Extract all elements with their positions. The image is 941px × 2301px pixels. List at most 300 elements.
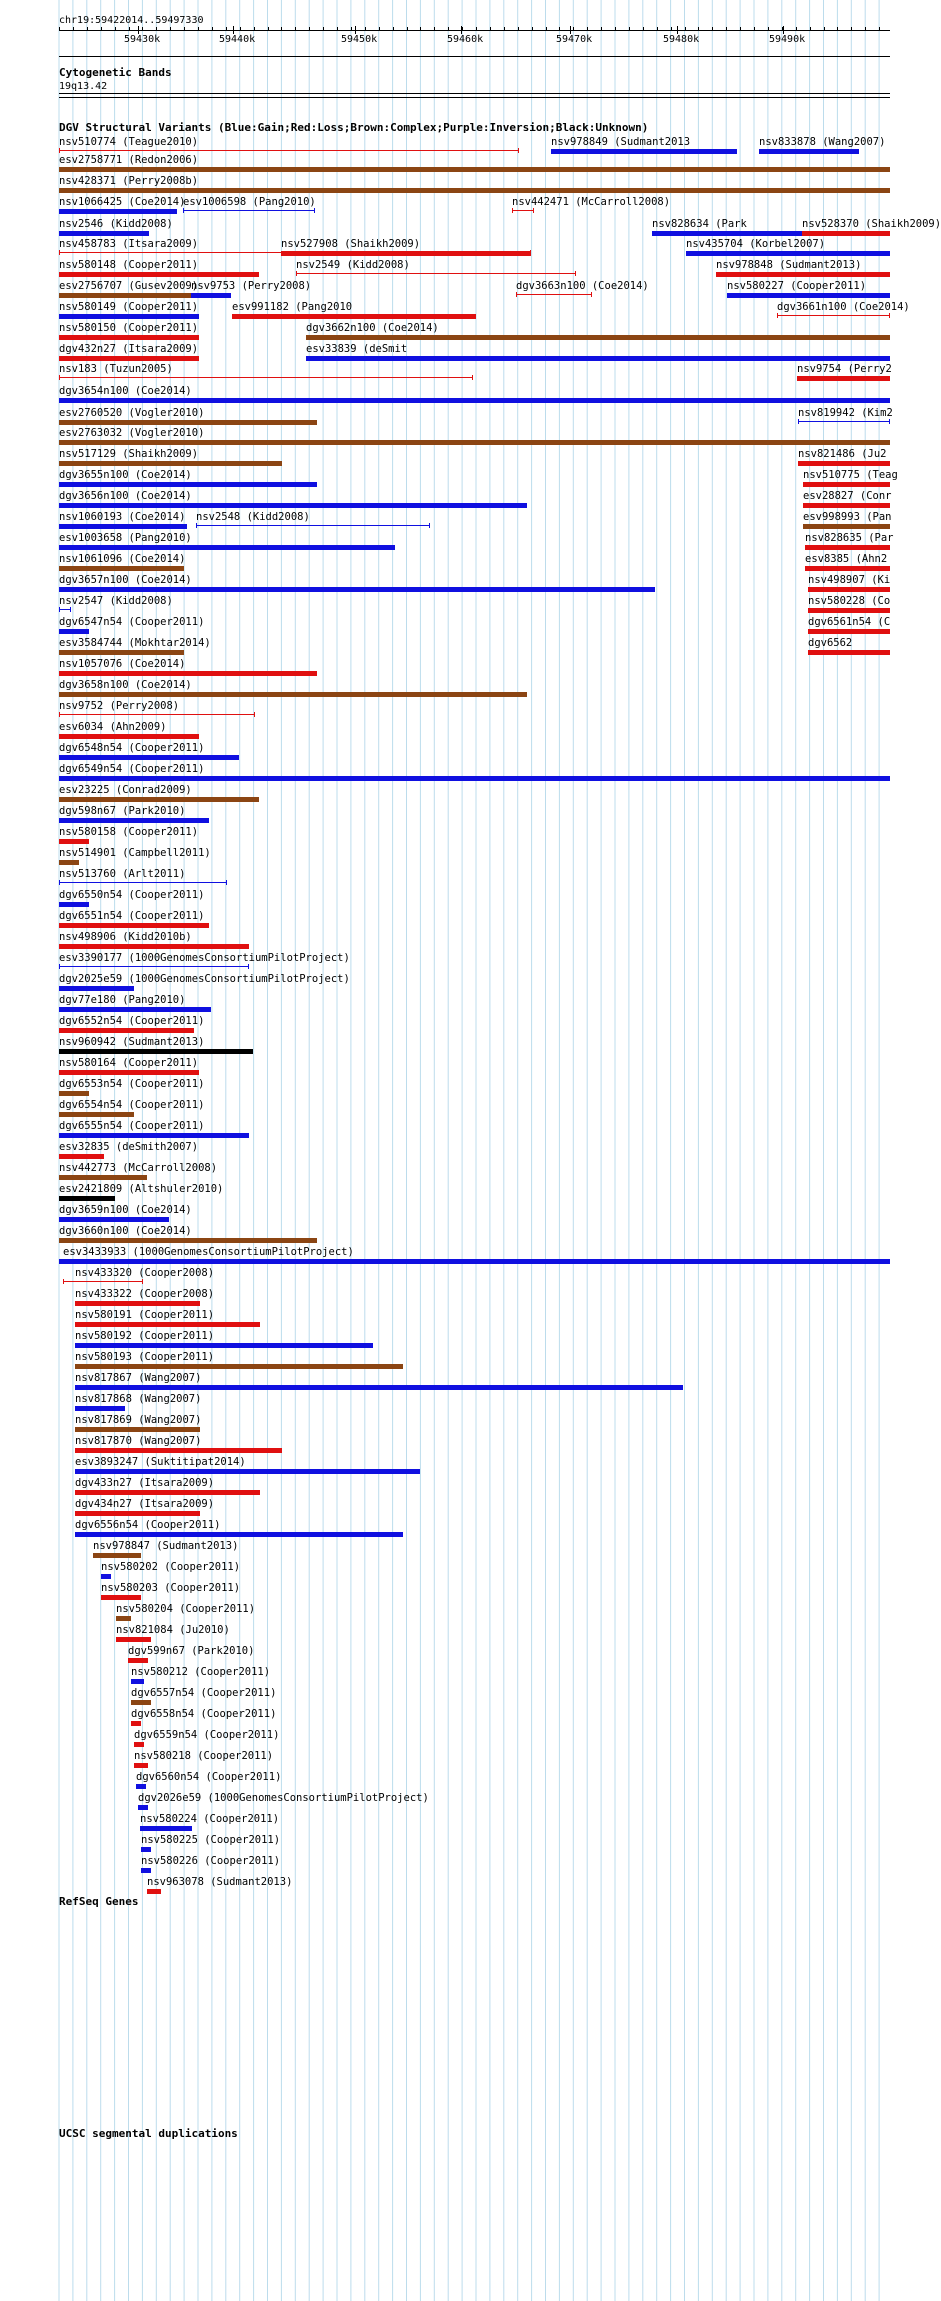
dgv-variant-label[interactable]: dgv3663n100 (Coe2014) [516, 280, 649, 292]
dgv-variant-bar[interactable] [138, 1805, 148, 1810]
dgv-variant-bar[interactable] [59, 420, 317, 425]
dgv-variant-bar[interactable] [59, 797, 259, 802]
dgv-variant-bar-end [59, 964, 60, 969]
dgv-variant-bar-end [59, 375, 60, 380]
dgv-variant-bar[interactable] [59, 1238, 317, 1243]
dgv-variant-label[interactable]: dgv6550n54 (Cooper2011) [59, 889, 205, 901]
ruler-minor-tick [323, 27, 324, 31]
dgv-variant-label[interactable]: esv23225 (Conrad2009) [59, 784, 192, 796]
dgv-variant-bar[interactable] [803, 482, 890, 487]
dgv-variant-label[interactable]: esv991182 (Pang2010 [232, 301, 353, 313]
ruler-tick [355, 26, 356, 34]
segdup-track-title: UCSC segmental duplications [59, 2127, 238, 2140]
ruler-minor-tick [601, 27, 602, 31]
dgv-variant-bar[interactable] [59, 944, 249, 949]
dgv-variant-label[interactable]: nsv527908 (Shaikh2009) [281, 238, 421, 250]
dgv-variant-bar[interactable] [59, 1217, 169, 1222]
dgv-variant-bar[interactable] [798, 461, 890, 466]
dgv-variant-label[interactable]: dgv3662n100 (Coe2014) [306, 322, 439, 334]
dgv-variant-bar[interactable] [59, 671, 317, 676]
dgv-variant-bar[interactable] [59, 398, 890, 403]
dgv-variant-label[interactable]: dgv3657n100 (Coe2014) [59, 574, 192, 586]
dgv-variant-bar-end [226, 880, 227, 885]
dgv-variant-bar[interactable] [59, 188, 890, 193]
dgv-variant-bar[interactable] [59, 587, 655, 592]
dgv-variant-label[interactable]: dgv6558n54 (Cooper2011) [131, 1708, 277, 1720]
dgv-variant-label[interactable]: nsv1061096 (Coe2014) [59, 553, 186, 565]
dgv-variant-bar-end [59, 880, 60, 885]
dgv-variant-bar[interactable] [59, 923, 209, 928]
dgv-variant-label[interactable]: nsv978849 (Sudmant2013 [551, 136, 691, 148]
dgv-variant-label[interactable]: nsv580226 (Cooper2011) [141, 1855, 281, 1867]
dgv-variant-bar-end [591, 292, 592, 297]
dgv-variant-label[interactable]: esv998993 (Pan [803, 511, 892, 523]
dgv-variant-label[interactable]: nsv517129 (Shaikh2009) [59, 448, 199, 460]
dgv-variant-label[interactable]: nsv580224 (Cooper2011) [140, 1813, 280, 1825]
dgv-variant-bar[interactable] [93, 1553, 141, 1558]
dgv-variant-label[interactable]: dgv6552n54 (Cooper2011) [59, 1015, 205, 1027]
dgv-variant-bar[interactable] [232, 314, 476, 319]
dgv-variant-label[interactable]: dgv434n27 (Itsara2009) [75, 1498, 215, 1510]
dgv-variant-label[interactable]: nsv442471 (McCarroll2008) [512, 196, 671, 208]
dgv-variant-bar-end [429, 523, 430, 528]
dgv-variant-label[interactable]: nsv2547 (Kidd2008) [59, 595, 173, 607]
dgv-variant-bar[interactable] [59, 692, 527, 697]
dgv-variant-bar[interactable] [134, 1742, 144, 1747]
dgv-variant-label[interactable]: dgv3659n100 (Coe2014) [59, 1204, 192, 1216]
dgv-variant-bar[interactable] [141, 1868, 151, 1873]
dgv-variant-label[interactable]: dgv433n27 (Itsara2009) [75, 1477, 215, 1489]
dgv-variant-bar[interactable] [75, 1385, 683, 1390]
ruler-minor-tick [268, 27, 269, 31]
dgv-variant-label[interactable]: nsv960942 (Sudmant2013) [59, 1036, 205, 1048]
dgv-variant-label[interactable]: nsv580218 (Cooper2011) [134, 1750, 274, 1762]
dgv-variant-label[interactable]: nsv183 (Tuzun2005) [59, 363, 173, 375]
dgv-variant-label[interactable]: nsv435704 (Korbel2007) [686, 238, 826, 250]
dgv-variant-label[interactable]: dgv6555n54 (Cooper2011) [59, 1120, 205, 1132]
dgv-variant-bar[interactable] [59, 1007, 211, 1012]
dgv-variant-label[interactable]: nsv2549 (Kidd2008) [296, 259, 410, 271]
dgv-variant-bar[interactable] [116, 1616, 131, 1621]
dgv-variant-label[interactable]: esv28827 (Conr [803, 490, 892, 502]
dgv-variant-bar[interactable] [59, 1154, 104, 1159]
dgv-variant-label[interactable]: dgv6562 [808, 637, 853, 649]
dgv-variant-bar[interactable] [59, 902, 89, 907]
dgv-variant-bar[interactable] [59, 314, 199, 319]
ruler-minor-tick [115, 27, 116, 31]
dgv-variant-label[interactable]: dgv77e180 (Pang2010) [59, 994, 186, 1006]
ruler-tick [677, 26, 678, 34]
dgv-variant-label[interactable]: nsv498907 (Ki [808, 574, 891, 586]
dgv-variant-label[interactable]: dgv6559n54 (Cooper2011) [134, 1729, 280, 1741]
dgv-variant-bar[interactable] [101, 1595, 141, 1600]
dgv-track-title: DGV Structural Variants (Blue:Gain;Red:Loss;Brown:Complex;Purple:Inversion;Black:Unknown) [59, 121, 649, 134]
dgv-variant-label[interactable]: esv2760520 (Vogler2010) [59, 407, 205, 419]
dgv-variant-bar[interactable] [805, 566, 890, 571]
dgv-variant-bar[interactable] [59, 231, 149, 236]
dgv-variant-label[interactable]: esv2758771 (Redon2006) [59, 154, 199, 166]
dgv-variant-bar[interactable] [59, 293, 194, 298]
ruler-minor-tick [281, 27, 282, 31]
dgv-variant-label[interactable]: dgv6548n54 (Cooper2011) [59, 742, 205, 754]
dgv-variant-bar[interactable] [802, 231, 890, 236]
dgv-variant-bar[interactable] [59, 860, 79, 865]
ruler-minor-tick [351, 27, 352, 31]
dgv-variant-bar[interactable] [281, 251, 531, 256]
dgv-variant-bar[interactable] [131, 1721, 141, 1726]
dgv-variant-bar[interactable] [59, 734, 199, 739]
dgv-variant-label[interactable]: nsv580148 (Cooper2011) [59, 259, 199, 271]
dgv-variant-bar[interactable] [59, 882, 227, 883]
ruler-tick-label: 59470k [556, 34, 593, 45]
dgv-variant-bar[interactable] [128, 1658, 148, 1663]
dgv-variant-label[interactable]: nsv2546 (Kidd2008) [59, 218, 173, 230]
dgv-variant-label[interactable]: esv8385 (Ahn2 [805, 553, 888, 565]
dgv-variant-label[interactable]: nsv833878 (Wang2007) [759, 136, 886, 148]
dgv-variant-bar[interactable] [75, 1427, 200, 1432]
dgv-variant-bar-end [183, 208, 184, 213]
dgv-variant-bar[interactable] [75, 1301, 200, 1306]
dgv-variant-bar[interactable] [759, 149, 859, 154]
ruler-minor-tick [671, 27, 672, 31]
dgv-variant-label[interactable]: nsv580158 (Cooper2011) [59, 826, 199, 838]
dgv-variant-bar[interactable] [134, 1763, 148, 1768]
ruler-minor-tick [254, 27, 255, 31]
dgv-variant-bar[interactable] [59, 1196, 115, 1201]
dgv-variant-label[interactable]: esv32835 (deSmith2007) [59, 1141, 199, 1153]
dgv-variant-label[interactable]: nsv821084 (Ju2010) [116, 1624, 230, 1636]
dgv-variant-label[interactable]: nsv580203 (Cooper2011) [101, 1582, 241, 1594]
dgv-variant-label[interactable]: nsv580149 (Cooper2011) [59, 301, 199, 313]
dgv-variant-label[interactable]: nsv510774 (Teague2010) [59, 136, 199, 148]
dgv-variant-bar[interactable] [59, 1028, 194, 1033]
dgv-variant-bar[interactable] [516, 294, 592, 295]
dgv-variant-bar[interactable] [75, 1343, 373, 1348]
dgv-variant-bar[interactable] [59, 818, 209, 823]
dgv-variant-bar[interactable] [59, 461, 282, 466]
dgv-variant-bar[interactable] [59, 1175, 147, 1180]
dgv-variant-label[interactable]: nsv580193 (Cooper2011) [75, 1351, 215, 1363]
dgv-variant-bar[interactable] [808, 629, 890, 634]
dgv-variant-bar[interactable] [75, 1364, 403, 1369]
dgv-variant-bar[interactable] [59, 167, 890, 172]
dgv-variant-bar[interactable] [551, 149, 737, 154]
dgv-variant-label[interactable]: nsv580225 (Cooper2011) [141, 1834, 281, 1846]
dgv-variant-label[interactable]: nsv458783 (Itsara2009) [59, 238, 199, 250]
dgv-variant-bar[interactable] [59, 1070, 199, 1075]
cytoband-separator [59, 93, 890, 94]
dgv-variant-bar[interactable] [183, 210, 315, 211]
dgv-variant-label[interactable]: dgv3658n100 (Coe2014) [59, 679, 192, 691]
ruler-tick [138, 26, 139, 34]
ruler-minor-tick [698, 27, 699, 31]
dgv-variant-label[interactable]: dgv6549n54 (Cooper2011) [59, 763, 205, 775]
ruler-minor-tick [73, 27, 74, 31]
dgv-variant-label[interactable]: dgv432n27 (Itsara2009) [59, 343, 199, 355]
dgv-variant-label[interactable]: esv2421809 (Altshuler2010) [59, 1183, 224, 1195]
dgv-variant-label[interactable]: nsv580164 (Cooper2011) [59, 1057, 199, 1069]
dgv-variant-label[interactable]: dgv3656n100 (Coe2014) [59, 490, 192, 502]
ruler-minor-tick [518, 27, 519, 31]
dgv-variant-bar[interactable] [191, 293, 231, 298]
dgv-variant-label[interactable]: esv2756707 (Gusev2009) [59, 280, 199, 292]
dgv-variant-label[interactable]: nsv510775 (Teag [803, 469, 898, 481]
dgv-variant-bar[interactable] [140, 1826, 192, 1831]
dgv-variant-label[interactable]: dgv2025e59 (1000GenomesConsortiumPilotProject) [59, 973, 350, 985]
dgv-variant-bar[interactable] [59, 524, 187, 529]
ruler-tick [783, 26, 784, 34]
dgv-variant-label[interactable]: dgv598n67 (Park2010) [59, 805, 186, 817]
dgv-variant-bar[interactable] [59, 966, 249, 967]
dgv-variant-bar-end [59, 250, 60, 255]
dgv-variant-bar[interactable] [131, 1679, 144, 1684]
dgv-variant-bar[interactable] [306, 356, 890, 361]
dgv-variant-bar[interactable] [803, 503, 890, 508]
dgv-variant-bar[interactable] [727, 293, 890, 298]
cytoband-label: 19q13.42 [59, 81, 108, 92]
dgv-variant-label[interactable]: dgv6553n54 (Cooper2011) [59, 1078, 205, 1090]
dgv-variant-label[interactable]: esv33839 (deSmit [306, 343, 408, 355]
dgv-variant-label[interactable]: nsv978848 (Sudmant2013) [716, 259, 862, 271]
dgv-variant-bar[interactable] [63, 1281, 143, 1282]
dgv-variant-label[interactable]: esv2763032 (Vogler2010) [59, 427, 205, 439]
dgv-variant-bar[interactable] [59, 839, 89, 844]
dgv-variant-label[interactable]: dgv3654n100 (Coe2014) [59, 385, 192, 397]
dgv-variant-label[interactable]: nsv580150 (Cooper2011) [59, 322, 199, 334]
dgv-variant-label[interactable]: nsv513760 (Arlt2011) [59, 868, 186, 880]
dgv-variant-label[interactable]: nsv580227 (Cooper2011) [727, 280, 867, 292]
ruler-tick [570, 26, 571, 34]
dgv-variant-label[interactable]: dgv2026e59 (1000GenomesConsortiumPilotProject) [138, 1792, 429, 1804]
dgv-variant-bar[interactable] [59, 377, 473, 378]
dgv-variant-label[interactable]: dgv6551n54 (Cooper2011) [59, 910, 205, 922]
dgv-variant-label[interactable]: nsv2548 (Kidd2008) [196, 511, 310, 523]
dgv-variant-bar[interactable] [141, 1847, 151, 1852]
ruler-tick-label: 59450k [341, 34, 378, 45]
dgv-variant-label[interactable]: dgv3661n100 (Coe2014) [777, 301, 910, 313]
dgv-variant-bar[interactable] [75, 1532, 403, 1537]
dgv-variant-bar-end [70, 607, 71, 612]
dgv-variant-label[interactable]: nsv433322 (Cooper2008) [75, 1288, 215, 1300]
dgv-variant-bar[interactable] [803, 524, 890, 529]
dgv-variant-label[interactable]: dgv6560n54 (Cooper2011) [136, 1771, 282, 1783]
dgv-variant-bar[interactable] [59, 1133, 249, 1138]
dgv-variant-label[interactable]: nsv1057076 (Coe2014) [59, 658, 186, 670]
dgv-variant-bar[interactable] [75, 1469, 420, 1474]
ruler-minor-tick [101, 27, 102, 31]
cytoband-separator-2 [59, 97, 890, 98]
dgv-variant-bar-end [254, 712, 255, 717]
dgv-variant-bar[interactable] [59, 776, 890, 781]
dgv-variant-label[interactable]: nsv1060193 (Coe2014) [59, 511, 186, 523]
ruler-minor-tick [587, 27, 588, 31]
dgv-variant-bar[interactable] [59, 150, 519, 151]
dgv-variant-label[interactable]: nsv528370 (Shaikh2009) [802, 218, 941, 230]
dgv-variant-bar[interactable] [131, 1700, 151, 1705]
dgv-variant-bar[interactable] [147, 1889, 161, 1894]
ruler-minor-tick [448, 27, 449, 31]
ruler-minor-tick [393, 27, 394, 31]
ruler-minor-tick [643, 27, 644, 31]
dgv-variant-label[interactable]: dgv599n67 (Park2010) [128, 1645, 255, 1657]
ruler-minor-tick [851, 27, 852, 31]
dgv-variant-bar[interactable] [59, 209, 177, 214]
ruler-minor-tick [782, 27, 783, 31]
dgv-variant-bar-end [889, 313, 890, 318]
dgv-variant-bar-end [516, 292, 517, 297]
dgv-variant-bar[interactable] [196, 525, 430, 526]
dgv-variant-label[interactable]: nsv580192 (Cooper2011) [75, 1330, 215, 1342]
dgv-variant-bar[interactable] [116, 1637, 151, 1642]
dgv-variant-bar[interactable] [808, 608, 890, 613]
dgv-variant-label[interactable]: nsv821486 (Ju2 [798, 448, 887, 460]
dgv-variant-label[interactable]: esv3893247 (Suktitipat2014) [75, 1456, 246, 1468]
dgv-variant-label[interactable]: nsv580228 (Co [808, 595, 891, 607]
dgv-variant-label[interactable]: dgv6556n54 (Cooper2011) [75, 1519, 221, 1531]
dgv-variant-label[interactable]: nsv963078 (Sudmant2013) [147, 1876, 293, 1888]
dgv-variant-bar[interactable] [805, 545, 890, 550]
dgv-variant-bar[interactable] [75, 1511, 200, 1516]
dgv-variant-bar[interactable] [59, 503, 527, 508]
dgv-variant-bar-end [889, 419, 890, 424]
dgv-variant-label[interactable]: esv3390177 (1000GenomesConsortiumPilotProject) [59, 952, 350, 964]
dgv-variant-label[interactable]: dgv6554n54 (Cooper2011) [59, 1099, 205, 1111]
dgv-variant-label[interactable]: esv3433933 (1000GenomesConsortiumPilotProject) [63, 1246, 354, 1258]
dgv-variant-label[interactable]: esv1003658 (Pang2010) [59, 532, 192, 544]
dgv-variant-label[interactable]: dgv6547n54 (Cooper2011) [59, 616, 205, 628]
dgv-variant-bar[interactable] [797, 376, 890, 381]
dgv-variant-label[interactable]: nsv433320 (Cooper2008) [75, 1267, 215, 1279]
ruler-minor-tick [87, 27, 88, 31]
dgv-variant-bar[interactable] [101, 1574, 111, 1579]
dgv-variant-bar[interactable] [75, 1490, 260, 1495]
ruler-minor-tick [420, 27, 421, 31]
dgv-variant-bar[interactable] [59, 545, 395, 550]
ruler-minor-tick [129, 27, 130, 31]
dgv-variant-bar[interactable] [59, 1259, 890, 1264]
dgv-variant-bar[interactable] [75, 1322, 260, 1327]
ruler-minor-tick [476, 27, 477, 31]
ruler-minor-tick [796, 27, 797, 31]
dgv-variant-bar[interactable] [136, 1784, 146, 1789]
refseq-track-title: RefSeq Genes [59, 1895, 139, 1908]
dgv-variant-label[interactable]: nsv514901 (Campbell2011) [59, 847, 211, 859]
dgv-variant-label[interactable]: dgv6557n54 (Cooper2011) [131, 1687, 277, 1699]
ruler-minor-tick [198, 27, 199, 31]
dgv-variant-bar[interactable] [777, 315, 890, 316]
dgv-variant-bar[interactable] [59, 1091, 89, 1096]
ruler-tick [233, 26, 234, 34]
dgv-variant-label[interactable]: nsv498906 (Kidd2010b) [59, 931, 192, 943]
ruler-minor-tick [407, 27, 408, 31]
dgv-variant-label[interactable]: esv3584744 (Mokhtar2014) [59, 637, 211, 649]
ruler-minor-tick [726, 27, 727, 31]
dgv-variant-label[interactable]: esv1006598 (Pang2010) [183, 196, 316, 208]
ruler-tick-label: 59430k [124, 34, 161, 45]
dgv-variant-bar[interactable] [59, 482, 317, 487]
dgv-variant-bar[interactable] [59, 714, 255, 715]
dgv-variant-label[interactable]: nsv828634 (Park [652, 218, 747, 230]
dgv-variant-bar[interactable] [59, 629, 89, 634]
dgv-variant-label[interactable]: dgv3660n100 (Coe2014) [59, 1225, 192, 1237]
ruler-minor-tick [532, 27, 533, 31]
dgv-variant-label[interactable]: nsv428371 (Perry2008b) [59, 175, 199, 187]
dgv-variant-bar-end [142, 1279, 143, 1284]
ruler-minor-tick [810, 27, 811, 31]
ruler-minor-tick [365, 27, 366, 31]
dgv-variant-label[interactable]: nsv817868 (Wang2007) [75, 1393, 202, 1405]
dgv-variant-label[interactable]: nsv442773 (McCarroll2008) [59, 1162, 218, 1174]
dgv-variant-label[interactable]: nsv9753 (Perry2008) [191, 280, 312, 292]
ruler-minor-tick [879, 27, 880, 31]
dgv-variant-bar-end [777, 313, 778, 318]
dgv-variant-bar[interactable] [808, 587, 890, 592]
dgv-variant-label[interactable]: nsv9752 (Perry2008) [59, 700, 180, 712]
dgv-variant-bar[interactable] [75, 1406, 125, 1411]
ruler-tick-label: 59440k [219, 34, 256, 45]
dgv-variant-bar[interactable] [716, 272, 890, 277]
ruler-minor-tick [295, 27, 296, 31]
dgv-variant-bar[interactable] [59, 272, 259, 277]
ruler-minor-tick [240, 27, 241, 31]
dgv-variant-label[interactable]: nsv817867 (Wang2007) [75, 1372, 202, 1384]
dgv-variant-label[interactable]: nsv978847 (Sudmant2013) [93, 1540, 239, 1552]
dgv-variant-bar[interactable] [306, 335, 890, 340]
ruler-minor-tick [740, 27, 741, 31]
dgv-variant-bar[interactable] [686, 251, 890, 256]
dgv-variant-label[interactable]: nsv817870 (Wang2007) [75, 1435, 202, 1447]
ruler-minor-tick [546, 27, 547, 31]
dgv-variant-label[interactable]: nsv1066425 (Coe2014) [59, 196, 186, 208]
dgv-variant-bar[interactable] [59, 986, 134, 991]
dgv-variant-bar[interactable] [59, 335, 199, 340]
ruler-minor-tick [768, 27, 769, 31]
dgv-variant-label[interactable]: nsv9754 (Perry2 [797, 363, 892, 375]
dgv-variant-label[interactable]: nsv819942 (Kim2 [798, 407, 893, 419]
dgv-variant-bar[interactable] [59, 566, 184, 571]
ruler-minor-tick [657, 27, 658, 31]
dgv-variant-bar-end [314, 208, 315, 213]
dgv-variant-bar[interactable] [59, 440, 890, 445]
dgv-variant-bar[interactable] [512, 210, 534, 211]
dgv-variant-bar[interactable] [798, 421, 890, 422]
ruler-tick-label: 59490k [769, 34, 806, 45]
dgv-variant-bar[interactable] [59, 650, 184, 655]
dgv-variant-label[interactable]: dgv6561n54 (C [808, 616, 891, 628]
dgv-variant-label[interactable]: nsv580202 (Cooper2011) [101, 1561, 241, 1573]
dgv-variant-bar[interactable] [59, 1112, 134, 1117]
dgv-variant-label[interactable]: dgv3655n100 (Coe2014) [59, 469, 192, 481]
dgv-variant-bar[interactable] [59, 1049, 253, 1054]
dgv-variant-label[interactable]: esv6034 (Ahn2009) [59, 721, 167, 733]
dgv-variant-label[interactable]: nsv828635 (Par [805, 532, 894, 544]
ruler-minor-tick [615, 27, 616, 31]
dgv-variant-bar[interactable] [59, 356, 199, 361]
dgv-variant-bar[interactable] [59, 755, 239, 760]
dgv-variant-label[interactable]: nsv580204 (Cooper2011) [116, 1603, 256, 1615]
dgv-variant-bar[interactable] [75, 1448, 282, 1453]
dgv-variant-bar[interactable] [296, 273, 576, 274]
dgv-variant-bar-end [63, 1279, 64, 1284]
ruler-minor-tick [156, 27, 157, 31]
dgv-variant-bar[interactable] [808, 650, 890, 655]
chromosome-position: chr19:59422014..59497330 [59, 15, 204, 26]
dgv-variant-label[interactable]: nsv580191 (Cooper2011) [75, 1309, 215, 1321]
dgv-variant-label[interactable]: nsv817869 (Wang2007) [75, 1414, 202, 1426]
ruler-minor-tick [337, 27, 338, 31]
dgv-variant-label[interactable]: nsv580212 (Cooper2011) [131, 1666, 271, 1678]
ruler-minor-tick [837, 27, 838, 31]
